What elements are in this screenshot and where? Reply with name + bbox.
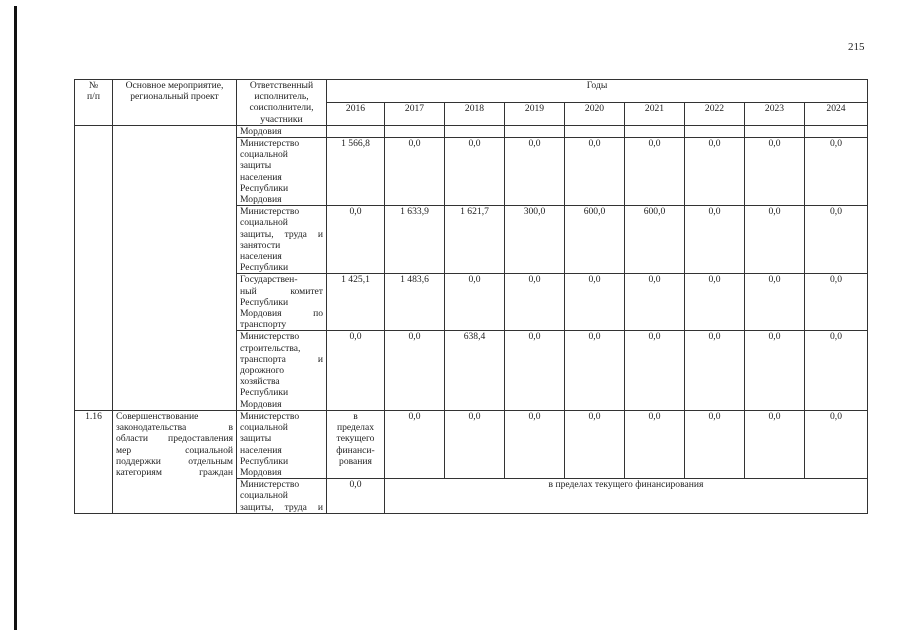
table-row-1-16 xyxy=(75,410,868,478)
value-cell: 300,0 xyxy=(505,206,565,274)
value-cell: 0,0 xyxy=(385,410,445,478)
value-cell: 0,0 xyxy=(805,410,868,478)
value-cell: 0,0 xyxy=(745,274,805,331)
value-cell: 0,0 xyxy=(805,206,868,274)
value-cell: 0,0 xyxy=(445,274,505,331)
value-cell: 0,0 xyxy=(565,274,625,331)
value-cell: 0,0 xyxy=(385,331,445,410)
value-cell: 1 633,9 xyxy=(385,206,445,274)
header-year-2023: 2023 xyxy=(745,102,805,125)
cell-text-line: социальной xyxy=(240,490,288,502)
value-cell: 600,0 xyxy=(565,206,625,274)
value-cell-empty xyxy=(805,125,868,137)
cell-text-line: социальной xyxy=(240,217,288,229)
header-text-line: региональный проект xyxy=(130,91,219,103)
page-edge-bar xyxy=(14,6,17,630)
value-cell: 1 566,8 xyxy=(327,138,385,206)
value-cell: 0,0 xyxy=(505,274,565,331)
merged-financing-cell: в пределах текущего финансирования xyxy=(385,479,868,514)
cell-text-line: ный комитет xyxy=(240,285,323,297)
value-cell-empty xyxy=(385,125,445,137)
cell-text-line: Республики xyxy=(240,387,289,399)
header-row-1 xyxy=(75,80,868,103)
value-cell: 0,0 xyxy=(565,331,625,410)
value-cell: 0,0 xyxy=(385,138,445,206)
value-cell: 0,0 xyxy=(685,138,745,206)
value-cell-empty xyxy=(505,125,565,137)
cell-text-line: Мордовия xyxy=(240,466,282,478)
cell-text-line: Республики xyxy=(240,262,289,274)
value-cell: 0,0 xyxy=(565,138,625,206)
value-cell: 0,0 xyxy=(625,410,685,478)
header-number xyxy=(75,80,113,126)
value-cell: 0,0 xyxy=(805,331,868,410)
header-text-line: соисполнители, xyxy=(249,102,314,114)
cell-text-line: Республики xyxy=(240,296,289,308)
responsible-cell xyxy=(237,206,327,274)
header-text-line: Основное мероприятие, xyxy=(125,80,224,91)
value-cell: 0,0 xyxy=(625,274,685,331)
header-years: Годы xyxy=(327,80,868,103)
value-cell-within-financing xyxy=(327,410,385,478)
cell-text-line: мер социальной xyxy=(116,444,233,456)
value-cell: 0,0 xyxy=(505,331,565,410)
header-text-line: Ответственный xyxy=(249,80,314,91)
value-cell: 0,0 xyxy=(505,410,565,478)
cell-text-line: Министерство xyxy=(240,138,300,150)
header-year-2024: 2024 xyxy=(805,102,868,125)
header-event xyxy=(113,80,237,126)
cell-text-line: защиты, труда и xyxy=(240,228,323,240)
value-cell: 0,0 xyxy=(625,331,685,410)
header-year-2019: 2019 xyxy=(505,102,565,125)
responsible-cell xyxy=(237,410,327,478)
cell-text-line: Государствен- xyxy=(240,274,298,286)
value-cell: 1 483,6 xyxy=(385,274,445,331)
header-text-line: п/п xyxy=(87,91,100,103)
value-cell: 0,0 xyxy=(505,138,565,206)
value-cell: 1 425,1 xyxy=(327,274,385,331)
value-cell: 0,0 xyxy=(685,274,745,331)
value-cell: 638,4 xyxy=(445,331,505,410)
header-year-2016: 2016 xyxy=(327,102,385,125)
cell-text-line: защиты xyxy=(240,160,272,172)
cell-text-line: пределах xyxy=(336,422,375,434)
cell-text-line: хозяйства xyxy=(240,376,280,388)
cell-text-line: социальной xyxy=(240,422,288,434)
cell-text-line: Совершенствование xyxy=(116,410,199,422)
cell-text-line: категориям граждан xyxy=(116,466,233,478)
header-year-2022: 2022 xyxy=(685,102,745,125)
cell-text-line: транспорта и xyxy=(240,353,323,365)
cell-text-line: рования xyxy=(339,455,372,467)
row-number: 1.16 xyxy=(75,410,113,513)
cell-text-line: защиты xyxy=(240,433,272,445)
value-cell: 0,0 xyxy=(327,331,385,410)
cell-text-line: законодательства в xyxy=(116,422,233,434)
cell-text-line: населения xyxy=(240,444,282,456)
value-cell: 0,0 xyxy=(445,138,505,206)
cell-text-line: строительства, xyxy=(240,342,301,354)
value-cell: 0,0 xyxy=(745,138,805,206)
value-cell: 0,0 xyxy=(745,331,805,410)
value-cell: 0,0 xyxy=(685,410,745,478)
value-cell: 0,0 xyxy=(745,410,805,478)
value-cell: 0,0 xyxy=(805,274,868,331)
responsible-cell xyxy=(237,274,327,331)
page-number: 215 xyxy=(848,41,865,53)
value-cell-empty xyxy=(745,125,805,137)
value-cell: 600,0 xyxy=(625,206,685,274)
header-year-2017: 2017 xyxy=(385,102,445,125)
budget-table xyxy=(74,79,868,514)
value-cell-empty xyxy=(445,125,505,137)
responsible-cell xyxy=(237,479,327,514)
header-year-2021: 2021 xyxy=(625,102,685,125)
value-cell: 1 621,7 xyxy=(445,206,505,274)
cell-text-line: защиты, труда и xyxy=(240,501,323,513)
cell-text-line: населения xyxy=(240,251,282,263)
cell-text-line: дорожного xyxy=(240,365,285,377)
event-cell-empty xyxy=(113,125,237,410)
header-year-2018: 2018 xyxy=(445,102,505,125)
cell-text-line: поддержки отдельным xyxy=(116,455,233,467)
cell-text-line: в xyxy=(353,410,358,422)
responsible-cell xyxy=(237,138,327,206)
cell-text-line: занятости xyxy=(240,239,281,251)
cell-text-line: Республики xyxy=(240,455,289,467)
cell-text-line: Министерство xyxy=(240,410,300,422)
event-cell xyxy=(113,410,237,513)
value-cell: 0,0 xyxy=(685,331,745,410)
cell-text-line: Мордовия по xyxy=(240,308,323,320)
cell-text-line: финанси- xyxy=(336,444,375,456)
value-cell: 0,0 xyxy=(327,479,385,514)
value-cell: 0,0 xyxy=(445,410,505,478)
number-cell-empty xyxy=(75,125,113,410)
cell-text-line: Мордовия xyxy=(240,398,282,410)
header-responsible xyxy=(237,80,327,126)
table-row-continuation xyxy=(75,125,868,137)
cell-text-line: Министерство xyxy=(240,206,300,218)
value-cell: 0,0 xyxy=(625,138,685,206)
value-cell-empty xyxy=(327,125,385,137)
value-cell: 0,0 xyxy=(327,206,385,274)
cell-text-line: Мордовия xyxy=(240,194,282,206)
responsible-cell: Мордовия xyxy=(237,125,327,137)
header-text-line: исполнитель, xyxy=(254,91,309,103)
value-cell-empty xyxy=(625,125,685,137)
value-cell-empty xyxy=(685,125,745,137)
cell-text-line: социальной xyxy=(240,149,288,161)
cell-text-line: населения xyxy=(240,171,282,183)
value-cell: 0,0 xyxy=(685,206,745,274)
value-cell: 0,0 xyxy=(805,138,868,206)
value-cell: 0,0 xyxy=(565,410,625,478)
value-cell-empty xyxy=(565,125,625,137)
header-text-line: № xyxy=(88,80,99,91)
responsible-cell xyxy=(237,331,327,410)
cell-text-line: Республики xyxy=(240,182,289,194)
cell-text-line: Министерство xyxy=(240,479,300,491)
header-year-2020: 2020 xyxy=(565,102,625,125)
value-cell: 0,0 xyxy=(745,206,805,274)
cell-text-line: Министерство xyxy=(240,331,300,343)
cell-text-line: области предоставления xyxy=(116,433,233,445)
cell-text-line: текущего xyxy=(336,433,375,445)
header-text-line: участники xyxy=(260,113,303,125)
cell-text-line: транспорту xyxy=(240,319,287,331)
